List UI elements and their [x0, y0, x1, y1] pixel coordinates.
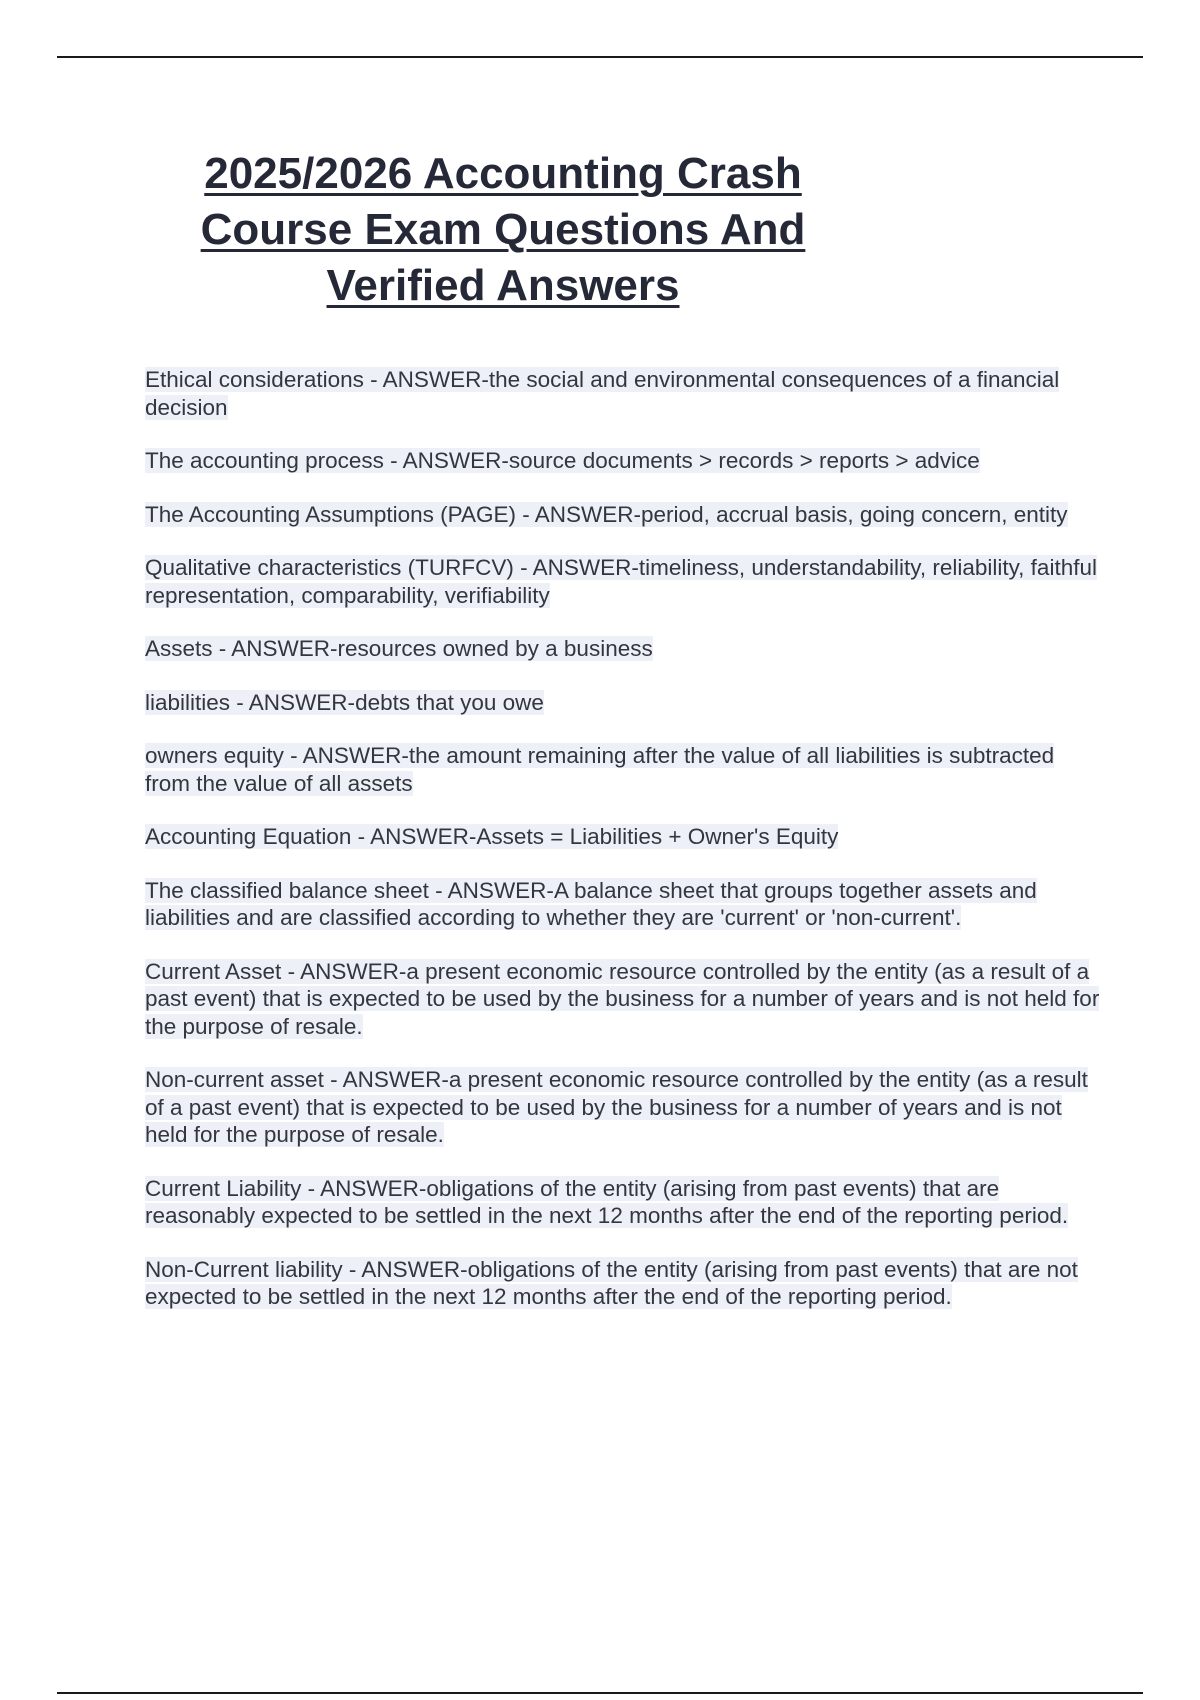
- title-line: 2025/2026 Accounting Crash: [204, 149, 802, 198]
- qa-question: The Accounting Assumptions (PAGE): [145, 501, 517, 527]
- qa-answer: obligations of the entity (arising from past events) that are not expected to be settled in the next 12 months after the end of the reporting period.: [145, 1256, 1078, 1309]
- qa-answer: Assets = Liabilities + Owner's Equity: [476, 824, 839, 849]
- bottom-divider: [57, 1692, 1143, 1694]
- qa-separator: - ANSWER-: [428, 877, 554, 903]
- qa-list: [145, 366, 1105, 1337]
- qa-separator: - ANSWER-: [301, 1175, 427, 1201]
- qa-question: Ethical considerations: [145, 367, 364, 392]
- qa-question: owners equity: [145, 743, 284, 768]
- qa-item: [145, 958, 1105, 1041]
- qa-item: [145, 447, 1105, 475]
- qa-item: [145, 366, 1105, 421]
- qa-separator: - ANSWER-: [383, 448, 509, 473]
- qa-answer: the social and environmental consequences of a financial decision: [145, 367, 1060, 420]
- qa-separator: - ANSWER-: [516, 501, 642, 527]
- top-divider: [57, 56, 1143, 58]
- qa-answer: a present economic resource controlled by the entity (as a result of a past event) that is expected to be used by the business for a number of years and is not held for the purpose of resale.: [145, 958, 1100, 1039]
- qa-question: Qualitative characteristics (TURFCV): [145, 555, 514, 580]
- qa-separator: - ANSWER-: [281, 958, 407, 984]
- qa-question: The classified balance sheet: [145, 877, 429, 903]
- qa-separator: - ANSWER-: [351, 824, 477, 849]
- qa-item: [145, 823, 1105, 851]
- qa-separator: - ANSWER-: [230, 689, 356, 715]
- qa-question: Accounting Equation: [145, 824, 352, 849]
- qa-question: Assets: [145, 636, 213, 661]
- qa-item: [145, 501, 1105, 529]
- qa-question: Non-Current liability: [145, 1256, 343, 1282]
- title-line: Course Exam Questions And: [200, 205, 806, 254]
- qa-answer: timeliness, understandability, reliability, faithful representation, comparability, verifiability: [145, 555, 1097, 608]
- qa-separator: - ANSWER-: [513, 555, 639, 580]
- qa-item: [145, 877, 1105, 932]
- qa-separator: - ANSWER-: [342, 1256, 468, 1282]
- qa-item: [145, 742, 1105, 797]
- qa-item: [145, 1066, 1105, 1149]
- qa-answer: debts that you owe: [355, 689, 544, 715]
- qa-separator: - ANSWER-: [363, 367, 489, 392]
- document-title: [150, 146, 856, 314]
- qa-answer: A balance sheet that groups together assets and liabilities and are classified according to whether they are 'current' or 'non-current'.: [145, 877, 1037, 930]
- qa-answer: source documents > records > reports > advice: [508, 448, 980, 473]
- qa-answer: a present economic resource controlled by the entity (as a result of a past event) that is expected to be used by the business for a number of years and is not held for the purpose of resale.: [145, 1067, 1088, 1147]
- qa-question: Current Asset: [145, 958, 282, 984]
- qa-answer: period, accrual basis, going concern, entity: [641, 501, 1068, 527]
- qa-question: Non-current asset: [145, 1067, 324, 1092]
- qa-answer: the amount remaining after the value of all liabilities is subtracted from the value of all assets: [145, 743, 1055, 796]
- qa-answer: obligations of the entity (arising from past events) that are reasonably expected to be settled in the next 12 months after the end of the reporting period.: [145, 1175, 1069, 1228]
- qa-question: The accounting process: [145, 448, 384, 473]
- qa-item: [145, 554, 1105, 609]
- qa-item: [145, 689, 1105, 717]
- qa-item: [145, 1175, 1105, 1230]
- qa-question: Current Liability: [145, 1175, 302, 1201]
- qa-question: liabilities: [145, 689, 231, 715]
- qa-item: [145, 635, 1105, 663]
- qa-answer: resources owned by a business: [337, 636, 653, 661]
- qa-separator: - ANSWER-: [212, 636, 338, 661]
- title-line: Verified Answers: [326, 261, 680, 310]
- qa-separator: - ANSWER-: [323, 1067, 449, 1092]
- qa-separator: - ANSWER-: [283, 743, 409, 768]
- qa-item: [145, 1256, 1105, 1311]
